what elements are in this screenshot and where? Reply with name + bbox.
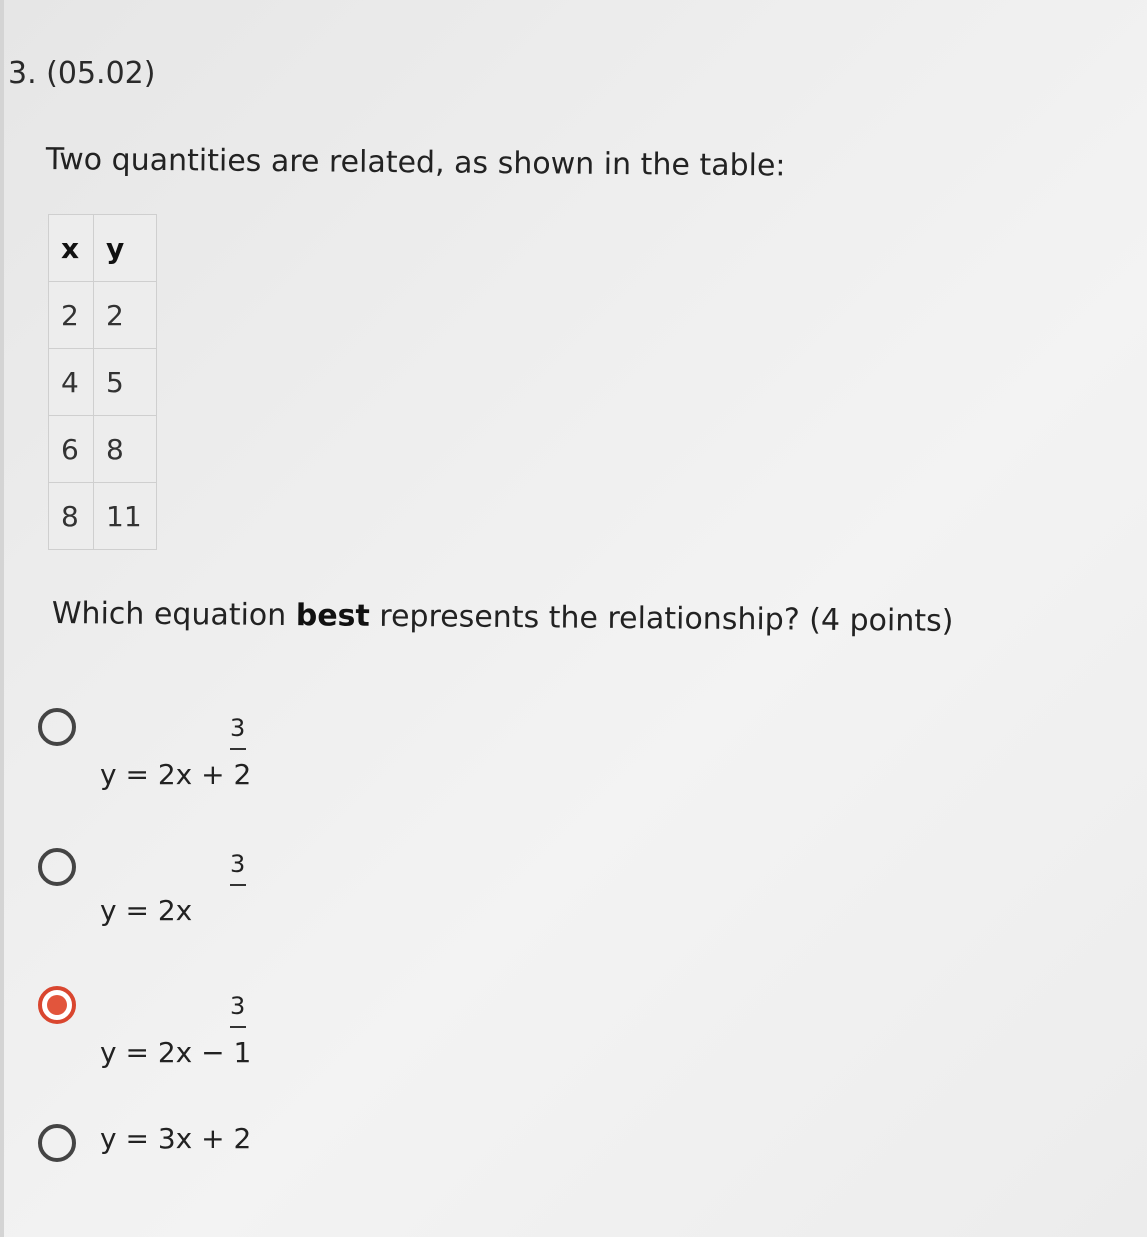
radio-button-b[interactable] [38, 848, 76, 886]
table-row [49, 483, 157, 550]
question-number: 3. (05.02) [8, 56, 156, 91]
table-cell-x: 6 [49, 416, 94, 483]
equation-line: y = 2x − 1 [100, 1036, 252, 1069]
radio-button-d[interactable] [38, 1124, 76, 1162]
fraction-bar [230, 884, 246, 886]
question-prompt: Two quantities are related, as shown in the table: [45, 142, 786, 184]
fraction-bar [230, 1026, 246, 1028]
table-cell-x: 4 [49, 349, 94, 416]
question-text [52, 596, 954, 639]
table-cell-y: 5 [94, 349, 157, 416]
table-cell-y: 2 [94, 282, 157, 349]
question-text-after: represents the relationship? (4 points) [369, 598, 954, 639]
table-header-x: x [49, 215, 94, 282]
left-edge-divider [0, 0, 4, 1237]
equation-c[interactable] [100, 992, 360, 1082]
question-text-before: Which equation [51, 596, 296, 634]
fraction-numerator: 3 [230, 850, 246, 878]
question-text-bold: best [295, 598, 370, 634]
table-row [49, 416, 157, 483]
equation-a[interactable] [100, 714, 360, 804]
table-header-y: y [94, 215, 157, 282]
fraction-numerator: 3 [230, 992, 246, 1020]
table-row [49, 349, 157, 416]
table-cell-y: 11 [94, 483, 157, 550]
radio-button-c-selected[interactable] [38, 986, 76, 1024]
table-cell-x: 8 [49, 483, 94, 550]
equation-b[interactable] [100, 850, 360, 940]
fraction-numerator: 3 [230, 714, 246, 742]
equation-d[interactable]: y = 3x + 2 [100, 1122, 252, 1155]
equation-line: y = 2x + 2 [100, 758, 252, 791]
table-row [49, 282, 157, 349]
radio-button-a[interactable] [38, 708, 76, 746]
table-header-row [49, 215, 157, 282]
equation-line: y = 2x [100, 894, 193, 927]
fraction-bar [230, 748, 246, 750]
xy-data-table [48, 214, 157, 550]
table-cell-y: 8 [94, 416, 157, 483]
table-cell-x: 2 [49, 282, 94, 349]
